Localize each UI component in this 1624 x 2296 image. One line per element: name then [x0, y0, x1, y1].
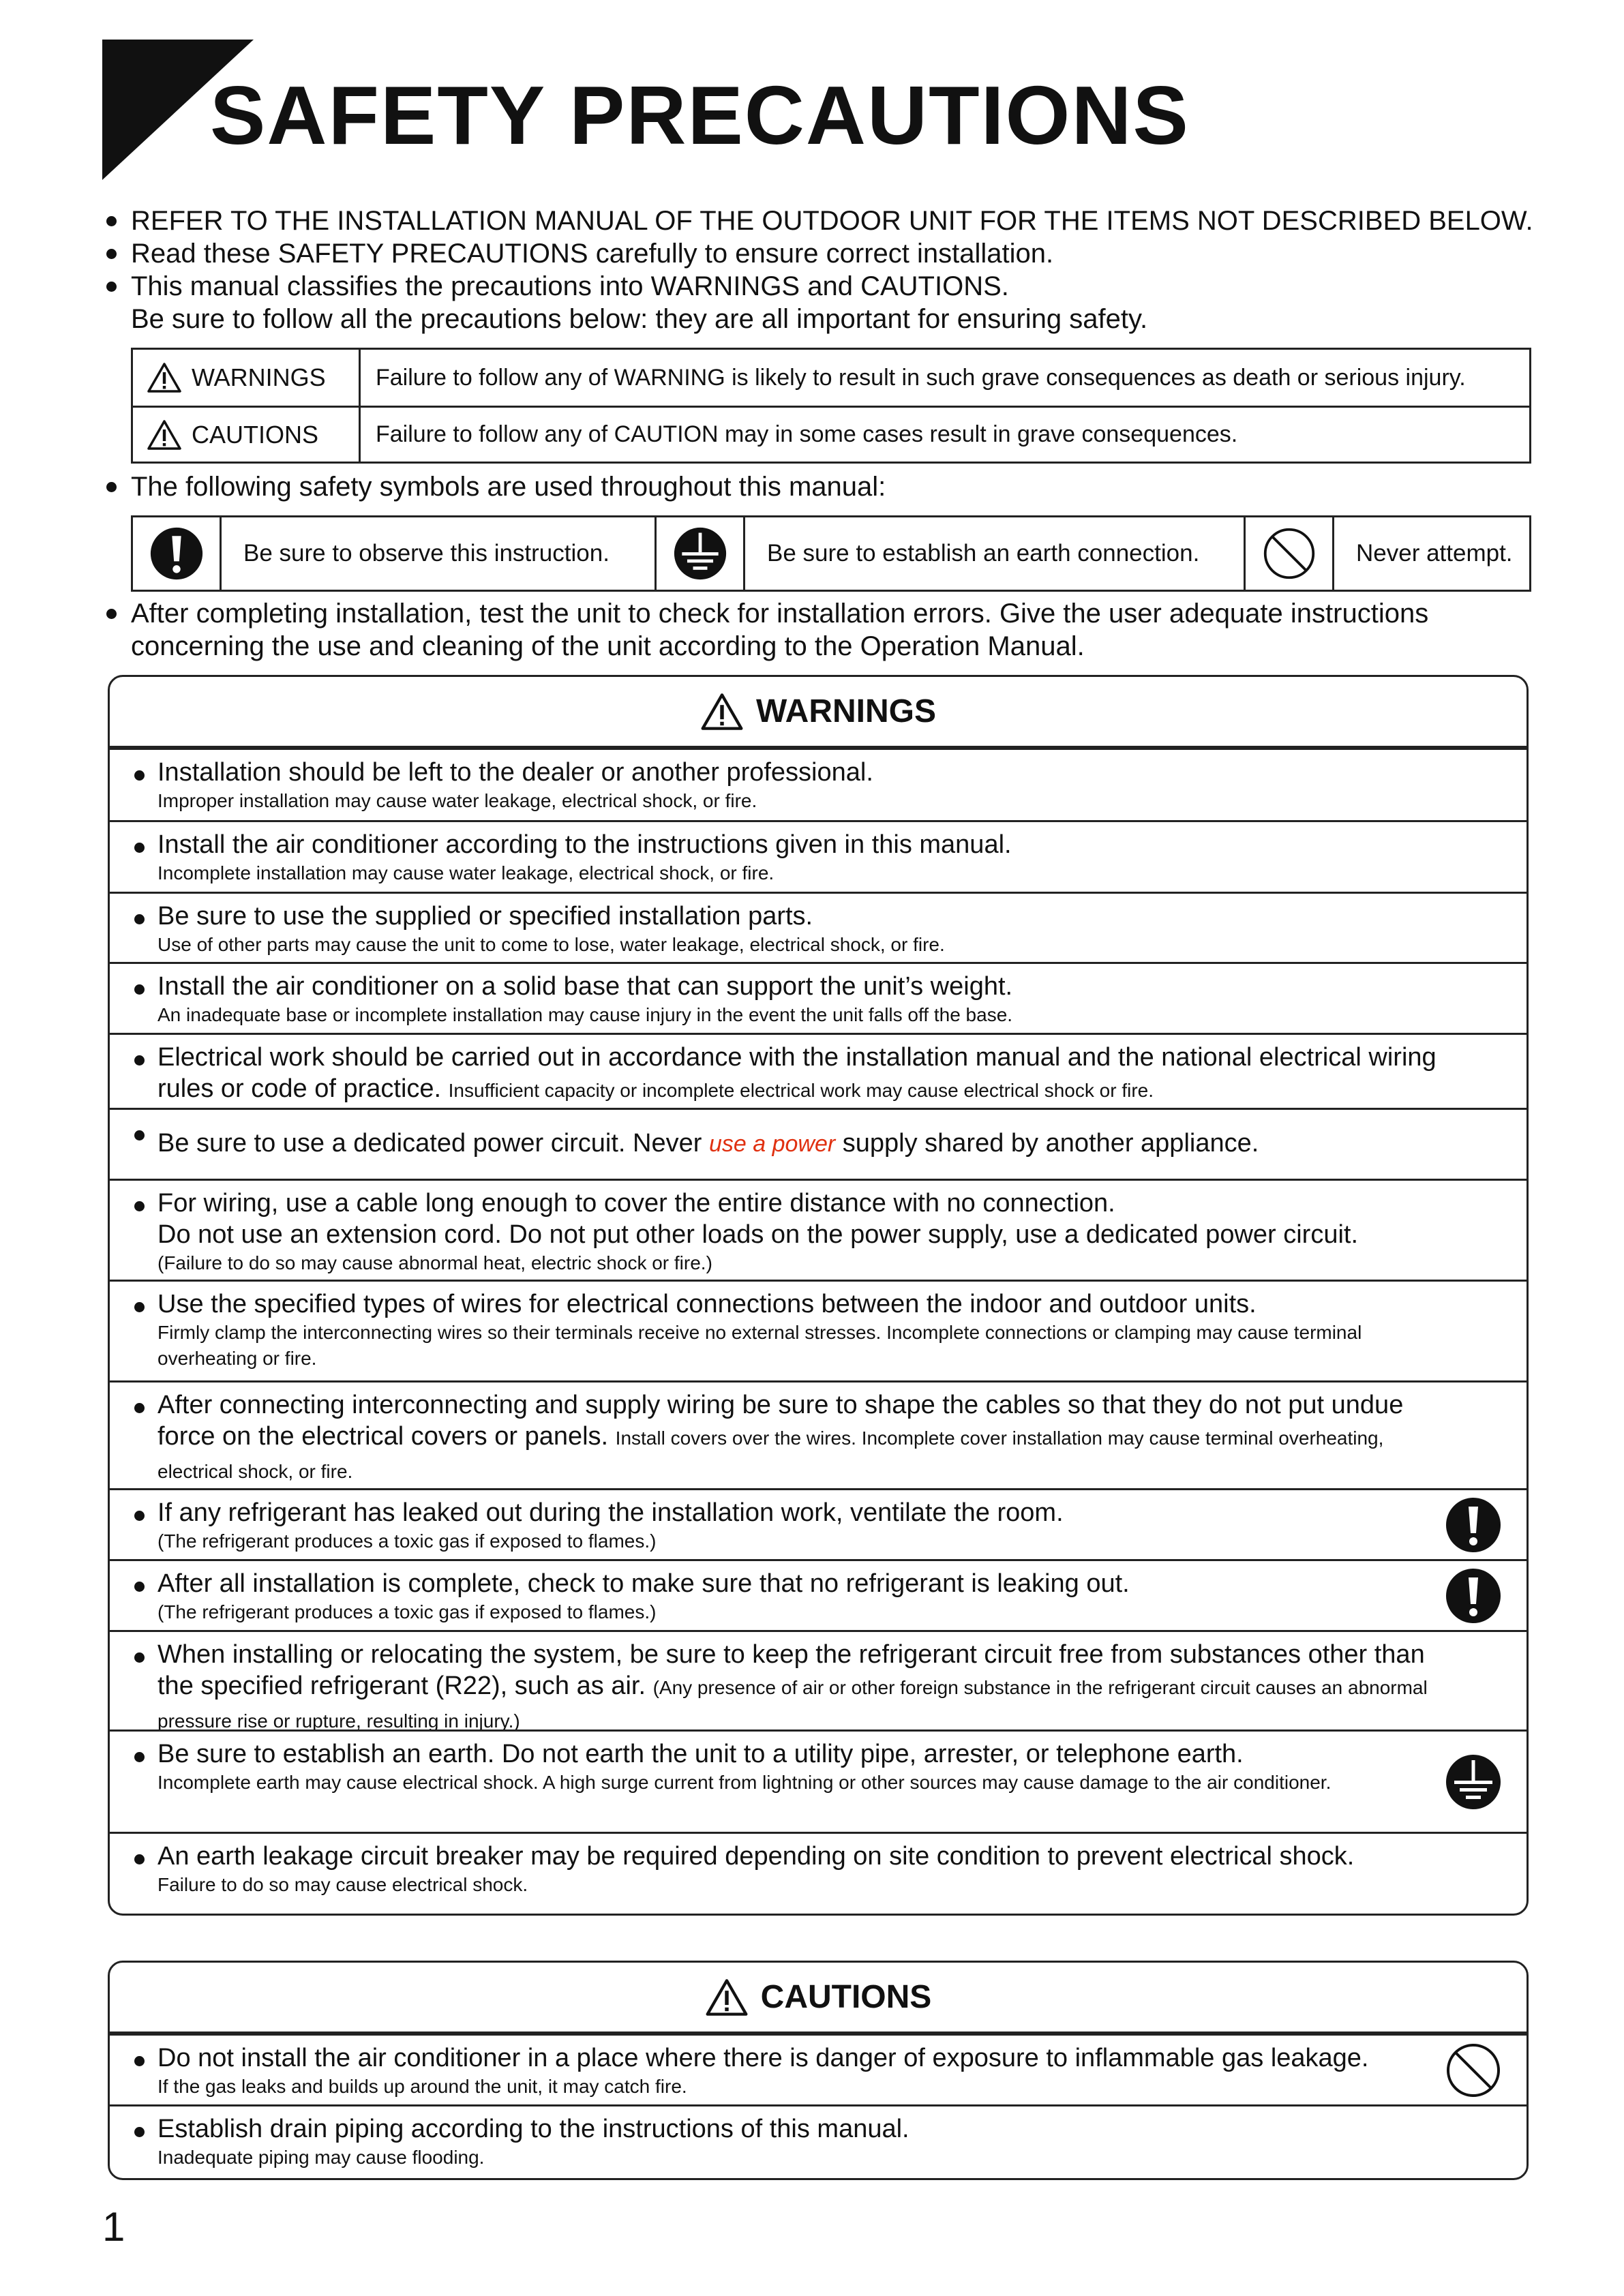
- cautions-term-label: CAUTIONS: [192, 420, 319, 449]
- warning-main-text: Be sure to use the supplied or specified installation parts.: [157, 902, 813, 931]
- warning-item: [110, 1033, 1527, 1108]
- warning-item: [110, 1630, 1527, 1732]
- caution-sub-text: Inadequate piping may cause flooding.: [157, 2147, 485, 2168]
- warning-item: [110, 1108, 1527, 1179]
- symbols-intro: The following safety symbols are used throughout this manual:: [102, 470, 886, 503]
- definition-term-cautions: [133, 408, 361, 462]
- intro-continuation: Be sure to follow all the precautions below: they are all important for ensuring safety.: [131, 304, 1148, 334]
- warning-sub-text: Improper installation may cause water leakage, electrical shock, or fire.: [157, 790, 757, 811]
- warnings-box: [108, 675, 1529, 1916]
- warning-triangle-icon: [147, 362, 182, 393]
- definition-row-cautions: [133, 406, 1529, 462]
- warning-triangle-icon: [147, 419, 182, 451]
- warning-item: [110, 1280, 1527, 1380]
- warnings-heading: [110, 677, 1527, 748]
- warning-item: [110, 1380, 1527, 1488]
- symbol-observe-text: Be sure to observe this instruction.: [222, 517, 657, 590]
- warning-main-span: When installing or relocating the system, be sure to keep the refrigerant circuit free from substances other than the specified refrigerant (R22), such as air.: [157, 1640, 1425, 1700]
- page-title: SAFETY PRECAUTIONS: [210, 69, 1190, 162]
- warning-main-span: Electrical work should be carried out in accordance with the installation manual and the national electrical wiring rules or code of practice.: [157, 1043, 1437, 1103]
- cautions-box: [108, 1961, 1529, 2180]
- symbol-cell: [133, 517, 222, 590]
- warning-sub-text: Use of other parts may cause the unit to come to lose, water leakage, electrical shock, or fire.: [157, 934, 945, 955]
- cautions-heading-label: CAUTIONS: [760, 1979, 932, 2015]
- intro-bullet: This manual classifies the precautions into WARNINGS and CAUTIONS.: [102, 270, 1534, 303]
- warning-sub-text: (The refrigerant produces a toxic gas if exposed to flames.): [157, 1601, 657, 1622]
- caution-item: [110, 2034, 1527, 2104]
- warning-main-text: Use the specified types of wires for electrical connections between the indoor and outdoor units.: [157, 1290, 1257, 1318]
- warning-main-span: After connecting interconnecting and supply wiring be sure to shape the cables so that they do not put undue force on the electrical covers or panels.: [157, 1391, 1404, 1451]
- warning-item: [110, 1729, 1527, 1832]
- warning-item: [110, 748, 1527, 820]
- warning-main-text: Install the air conditioner according to the instructions given in this manual.: [157, 830, 1012, 859]
- warning-item: [110, 892, 1527, 962]
- warning-main-span: Be sure to use a dedicated power circuit. Never: [157, 1129, 709, 1158]
- after-installation-note: After completing installation, test the unit to check for installation errors. Give the user adequate instructions concerning the use and cleaning of the unit according to the Operation Manual.: [102, 597, 1541, 663]
- warning-triangle-icon: [700, 692, 744, 731]
- prohibition-icon: [1262, 526, 1317, 581]
- caution-main-text: Do not install the air conditioner in a place where there is danger of exposure to inflammable gas leakage.: [157, 2044, 1369, 2072]
- exclamation-icon: [1445, 1496, 1502, 1554]
- warning-triangle-icon: [705, 1978, 749, 2017]
- earth-ground-icon: [1445, 1753, 1502, 1811]
- warning-sub-text: Insufficient capacity or incomplete electrical work may cause electrical shock or fire.: [448, 1080, 1154, 1101]
- symbol-cell: [657, 517, 745, 590]
- warning-item: [110, 1832, 1527, 1910]
- cautions-definition: Failure to follow any of CAUTION may in some cases result in grave consequences.: [376, 421, 1238, 447]
- warning-sub-text: An inadequate base or incomplete installation may cause injury in the event the unit falls off the base.: [157, 1004, 1013, 1025]
- warning-item: [110, 962, 1527, 1033]
- watermark-text: use a power: [708, 1131, 836, 1157]
- warning-main-text: [157, 1389, 1445, 1487]
- warning-extra-text: Do not use an extension cord. Do not put other loads on the power supply, use a dedicated power circuit.: [157, 1220, 1359, 1249]
- warning-sub-text: Incomplete installation may cause water leakage, electrical shock, or fire.: [157, 862, 775, 883]
- warning-sub-text: (The refrigerant produces a toxic gas if exposed to flames.): [157, 1530, 657, 1552]
- warning-main-text: Install the air conditioner on a solid base that can support the unit’s weight.: [157, 972, 1013, 1001]
- symbol-earth-text: Be sure to establish an earth connection.: [745, 517, 1246, 590]
- symbols-table: [131, 515, 1531, 592]
- warning-sub-text: (Any presence of air or other foreign substance in the refrigerant circuit causes an abnormal pressure rise or rupture, resulting in injury.): [157, 1677, 1428, 1732]
- warning-item: [110, 1179, 1527, 1280]
- warning-main-span: supply shared by another appliance.: [835, 1129, 1259, 1158]
- warning-main-text: [157, 1042, 1445, 1106]
- warnings-term-label: WARNINGS: [192, 363, 326, 391]
- caution-main-text: Establish drain piping according to the instructions of this manual.: [157, 2115, 909, 2143]
- warning-main-text: Installation should be left to the dealer or another professional.: [157, 758, 873, 787]
- symbol-never-text: Never attempt.: [1356, 540, 1513, 567]
- warnings-definition: Failure to follow any of WARNING is likely to result in such grave consequences as death or serious injury.: [376, 364, 1466, 391]
- warning-item: [110, 1488, 1527, 1559]
- warning-sub-text: Failure to do so may cause electrical shock.: [157, 1874, 528, 1895]
- warning-main-text: If any refrigerant has leaked out during the installation work, ventilate the room.: [157, 1498, 1064, 1527]
- warning-sub-text: Firmly clamp the interconnecting wires so their terminals receive no external stresses. Incomplete connections or clamping may cause terminal overheating or fire.: [157, 1322, 1362, 1369]
- warning-main-text: [157, 1128, 1445, 1160]
- cautions-heading: [110, 1963, 1527, 2034]
- page-number: 1: [102, 2204, 125, 2250]
- warning-sub-text: Incomplete earth may cause electrical shock. A high surge current from lightning or other sources may cause damage to the air conditioner.: [157, 1772, 1332, 1793]
- warning-item: [110, 1559, 1527, 1630]
- prohibition-icon: [1445, 2042, 1502, 2099]
- warning-main-text: Be sure to establish an earth. Do not earth the unit to a utility pipe, arrester, or telephone earth.: [157, 1740, 1244, 1768]
- exclamation-icon: [149, 526, 204, 581]
- warning-sub-text: (Failure to do so may cause abnormal heat, electric shock or fire.): [157, 1252, 712, 1273]
- intro-bullet: REFER TO THE INSTALLATION MANUAL OF THE OUTDOOR UNIT FOR THE ITEMS NOT DESCRIBED BELOW.: [102, 205, 1534, 237]
- definition-term-warnings: [133, 350, 361, 406]
- warning-item: [110, 820, 1527, 892]
- intro-section: [102, 205, 1534, 335]
- warning-sub-text: Install covers over the wires. Incomplete cover installation may cause terminal overheating, electrical shock, or fire.: [157, 1428, 1384, 1482]
- warning-main-text: After all installation is complete, check to make sure that no refrigerant is leaking out.: [157, 1569, 1130, 1598]
- earth-ground-icon: [673, 526, 727, 581]
- warning-main-text: [157, 1639, 1445, 1737]
- warning-main-text: An earth leakage circuit breaker may be required depending on site condition to prevent electrical shock.: [157, 1842, 1355, 1871]
- symbol-cell: [1246, 517, 1334, 590]
- caution-sub-text: If the gas leaks and builds up around the unit, it may catch fire.: [157, 2076, 687, 2097]
- caution-item: [110, 2104, 1527, 2178]
- definition-row-warnings: [133, 350, 1529, 406]
- warning-main-text: For wiring, use a cable long enough to cover the entire distance with no connection.: [157, 1189, 1115, 1218]
- definitions-table: [131, 348, 1531, 464]
- exclamation-icon: [1445, 1567, 1502, 1625]
- intro-bullet: Read these SAFETY PRECAUTIONS carefully to ensure correct installation.: [102, 237, 1534, 270]
- warnings-heading-label: WARNINGS: [756, 693, 936, 729]
